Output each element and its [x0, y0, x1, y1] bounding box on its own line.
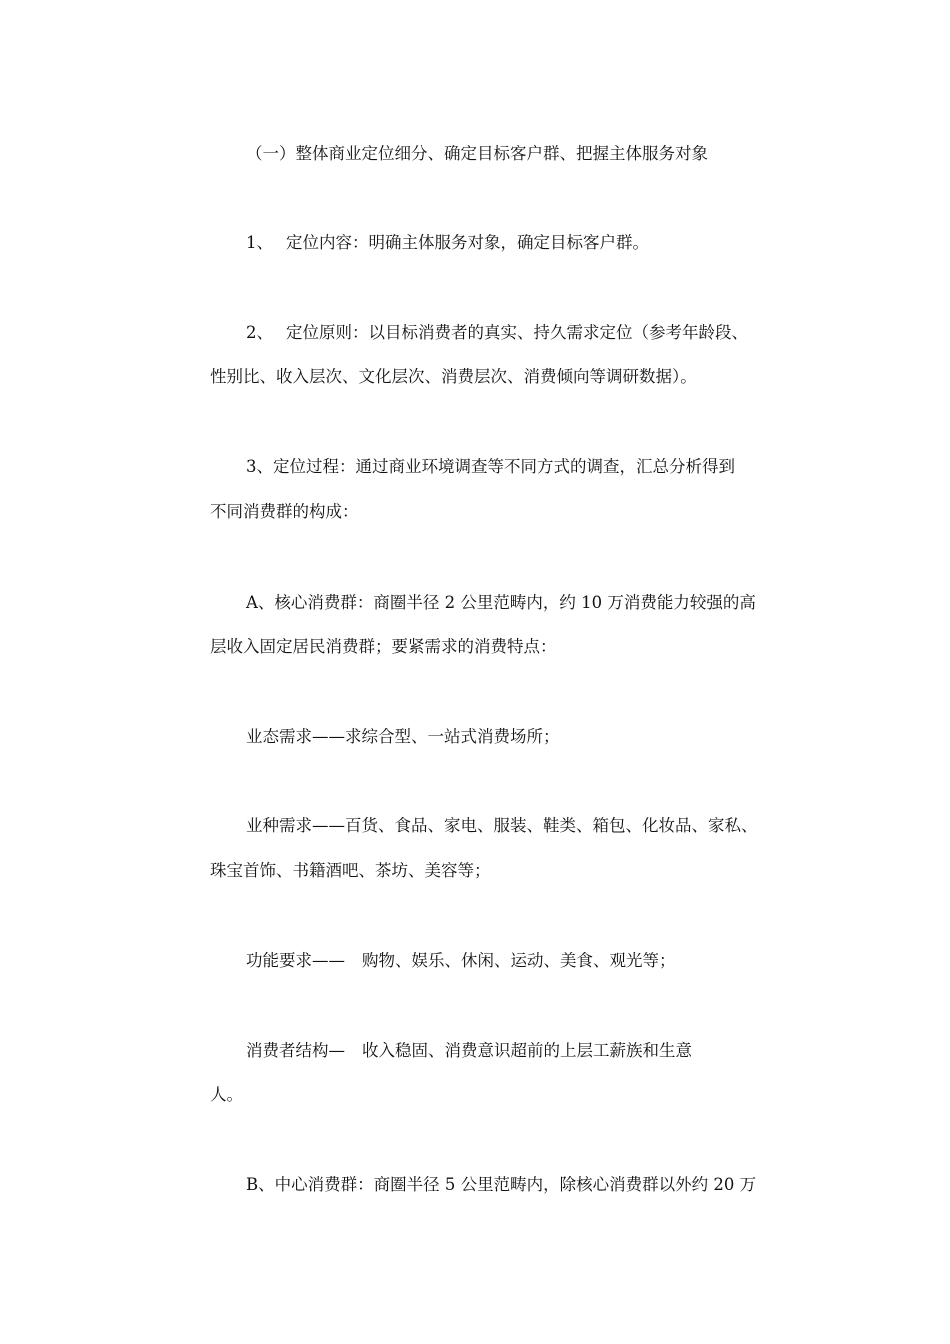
function-demand-text: 购物、娱乐、休闲、运动、美食、观光等； [362, 951, 676, 970]
consumer-structure-line-2: 人。 [210, 1085, 243, 1104]
item-3-line-2: 不同消费群的构成： [210, 502, 359, 521]
format-demand: 业态需求——求综合型、一站式消费场所； [246, 727, 560, 746]
item-1-text: 定位内容：明确主体服务对象，确定目标客户群。 [286, 233, 649, 252]
item-2-line-2: 性别比、收入层次、文化层次、消费层次、消费倾向等调研数据）。 [210, 367, 697, 386]
core-group-line-1: A、核心消费群：商圈半径 2 公里范畴内，约 10 万消费能力较强的高 [246, 593, 756, 612]
category-demand-line-2: 珠宝首饰、书籍酒吧、茶坊、美容等； [210, 861, 491, 880]
item-3-line-1: 3、定位过程：通过商业环境调查等不同方式的调查，汇总分析得到 [246, 457, 735, 476]
item-2-number: 2、 [246, 323, 273, 342]
category-demand-line-1: 业种需求——百货、食品、家电、服装、鞋类、箱包、化妆品、家私、 [246, 816, 758, 835]
item-2-line-1: 定位原则：以目标消费者的真实、持久需求定位（参考年龄段、 [286, 323, 748, 342]
consumer-structure-text: 收入稳固、消费意识超前的上层工薪族和生意 [362, 1041, 692, 1060]
item-1-number: 1、 [246, 233, 273, 252]
function-demand-label: 功能要求—— [246, 951, 345, 970]
section-heading: （一）整体商业定位细分、确定目标客户群、把握主体服务对象 [246, 144, 708, 163]
core-group-line-2: 层收入固定居民消费群；要紧需求的消费特点： [210, 637, 557, 656]
consumer-structure-label: 消费者结构— [246, 1041, 345, 1060]
center-group-line-1: B、中心消费群：商圈半径 5 公里范畴内，除核心消费群以外约 20 万 [246, 1175, 757, 1194]
